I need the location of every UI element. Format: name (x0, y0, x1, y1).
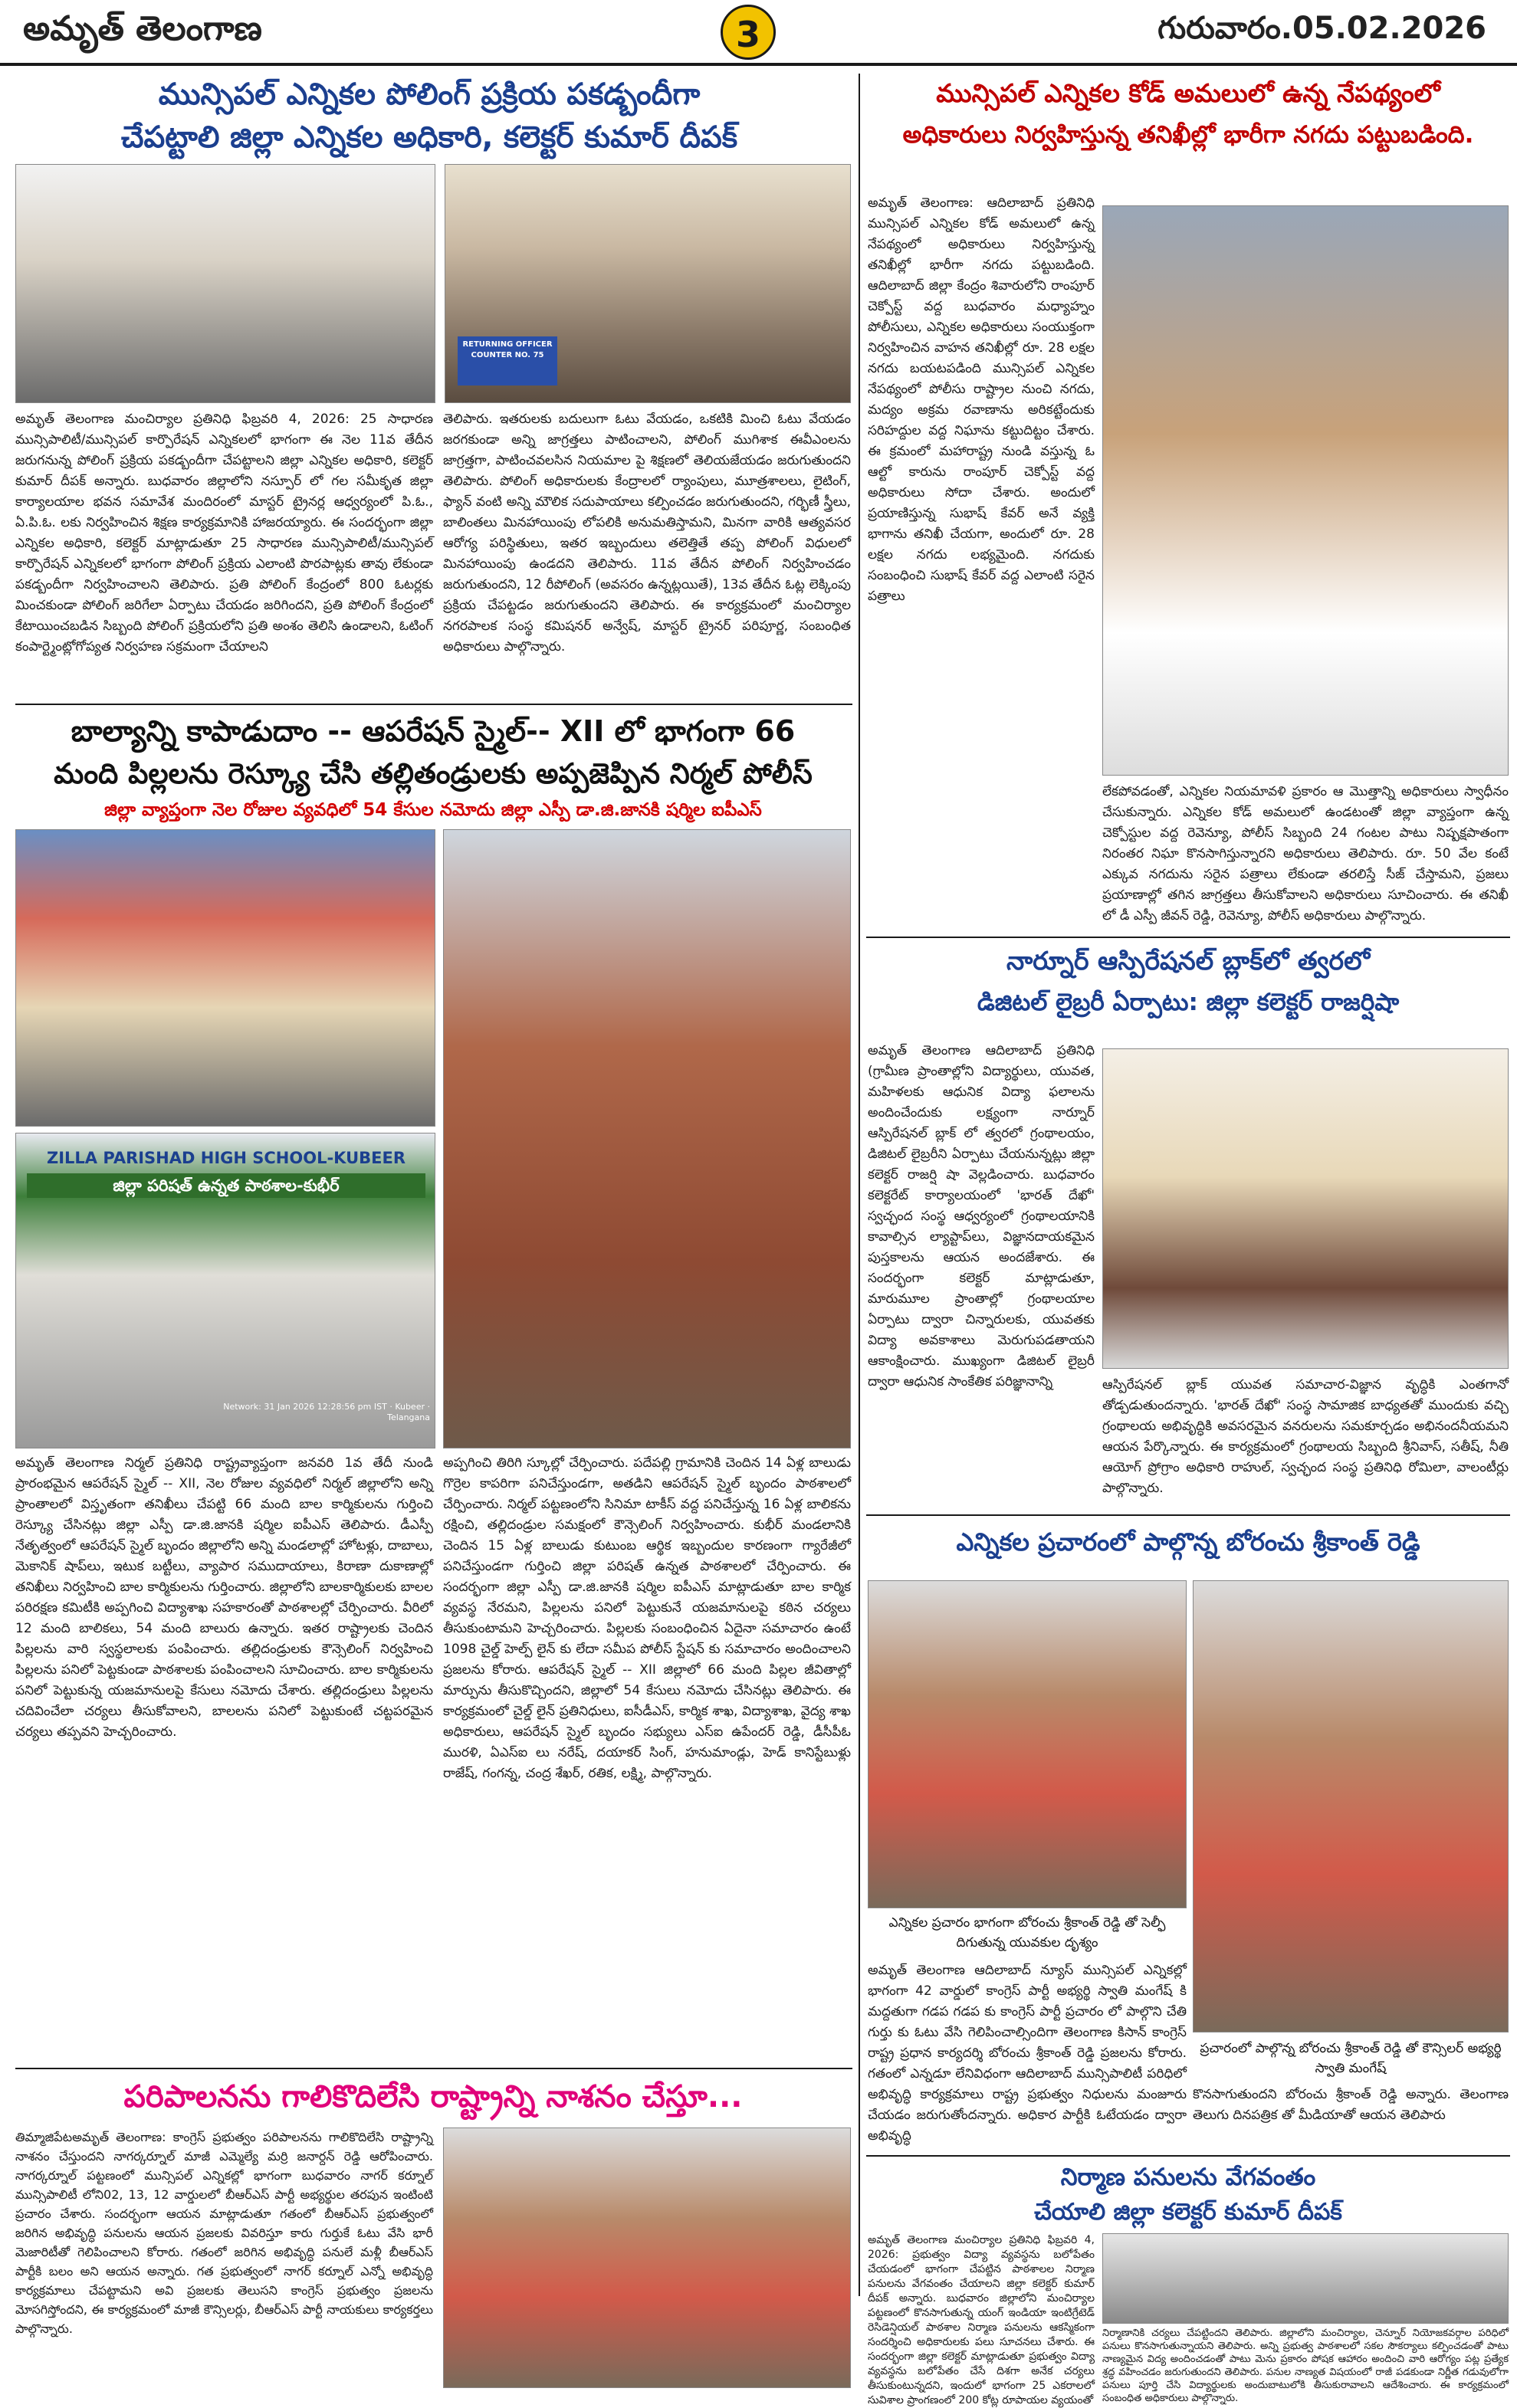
article7-photo-campaign (443, 2128, 851, 2388)
article4-headline-line2: డిజిటల్ లైబ్రరీ ఏర్పాటు: జిల్లా కలెక్టర్ రాజర్షిషా (977, 989, 1400, 1016)
article3-headline-line1: బాల్యాన్ని కాపాడుదాం -- ఆపరేషన్ స్మైల్-- XII లో భాగంగా 66 (71, 714, 796, 748)
issue-date: గురువారం.05.02.2026 (1157, 11, 1486, 46)
article1-headline-line1: మున్సిపల్ ఎన్నికల పోలింగ్ ప్రక్రియ పకడ్బందీగా (158, 77, 701, 112)
article5-headline: ఎన్నికల ప్రచారంలో పాల్గొన్న బోరంచు శ్రీకాంత్ రెడ్డి (956, 1527, 1420, 1557)
school-banner-english: ZILLA PARISHAD HIGH SCHOOL-KUBEER (46, 1149, 406, 1167)
article5-caption-right: ప్రచారంలో పాల్గొన్న బోరంచు శ్రీకాంత్ రెడ్డి తో కౌన్సిలర్ అభ్యర్థి స్వాతి మంగేష్ (1200, 2041, 1502, 2076)
article6-headline-line1: నిర్మాణ పనులను వేగవంతం (1060, 2164, 1316, 2191)
column-divider (859, 74, 860, 2296)
article4-text-left: అమృత్ తెలంగాణ ఆదిలాబాద్ ప్రతినిధి (గ్రామీణ ప్రాంతాల్లోని విద్యార్థులు, యువత, మహిళలకు ఆధునిక విద్యా ఫలాలను అందించేందుకు లక్ష్యంగా నార్నూర్ ఆస్పిరేషనల్ బ్లాక్ లో త్వరలో గ్రంథాలయం, డిజిటల్ లైబ్రరీని ఏర్పాటు చేయనున్నట్లు జిల్లా కలెక్టర్ రాజర్షి షా వెల్లడించారు. బుధవారం కలెక్టరేట్ కార్యాలయంలో 'భారత్ దేఖో' స్వచ్ఛంద సంస్థ ఆధ్వర్యంలో గ్రంథాలయానికి కావాల్సిన ల్యాప్టాప్‌లు, విజ్ఞానదాయకమైన పుస్తకాలను ఆయన అందజేశారు. ఈ సందర్భంగా కలెక్టర్ మాట్లాడుతూ, మారుమూల ప్రాంతాల్లో గ్రంథాలయాల ఏర్పాటు ద్వారా చిన్నారులకు, యువతకు విద్యా అవకాశాలు మెరుగుపడతాయని ఆకాంక్షించారు. ముఖ్యంగా డిజిటల్ లైబ్రరీ ద్వారా ఆధునిక సాంకేతిక పరిజ్ఞానాన్ని (868, 1043, 1095, 1389)
article3-subheadline: జిల్లా వ్యాప్తంగా నెల రోజుల వ్యవధిలో 54 కేసుల నమోదు జిల్లా ఎస్పీ డా.జి.జానకి షర్మిల ఐపీఎస్ (104, 800, 762, 820)
newspaper-title: అమృత్ తెలంగాణ (23, 9, 262, 48)
article1-text-col1: అమృత్ తెలంగాణ మంచిర్యాల ప్రతినిధి ఫిబ్రవరి 4, 2026: 25 సాధారణ మున్సిపాలిటీ/మున్సిపల్ కార్పొరేషన్ ఎన్నికలలో భాగంగా ఈ నెల 11వ తేదీన జరుగనున్న పోలింగ్ ప్రక్రియ పకడ్బందీగా చేపట్టాలని జిల్లా ఎన్నికల అధికారి, కలెక్టర్ కుమార్ దీపక్ అన్నారు. బుధవారం జిల్లాలోని నస్పూర్ లో గల సమీకృత జిల్లా కార్యాలయాల భవన సమావేశ మందిరంలో మాస్టర్ ట్రైనర్ల ఆధ్వర్యంలో పి.ఓ., ఏ.పి.ఓ. లకు నిర్వహించిన శిక్షణ కార్యక్రమానికి హాజరయ్యారు. ఈ సందర్భంగా జిల్లా ఎన్నికల అధికారి, కలెక్టర్ మాట్లాడుతూ 25 సాధారణ మున్సిపాలిటీ/మున్సిపల్ కార్పొరేషన్ ఎన్నికలలో భాగంగా పోలింగ్ ప్రక్రియ ఎలాంటి పొరపాట్లకు తావు లేకుండా పకడ్బందీగా నిర్వహించాలని తెలిపారు. ప్రతి పోలింగ్ కేంద్రంలో 800 ఓటర్లకు మించకుండా పోలింగ్ జరిగేలా ఏర్పాటు చేయడం జరిగిందని, ప్రతి పోలింగ్ కేంద్రంలో కేటాయించబడిన సిబ్బంది పోలింగ్ ప్రక్రియలోని ప్రతి అంశం తెలిసి ఉండాలని, ఓటింగ్ కంపార్ట్మెంట్లోగోప్యత నిర్వహణ సక్రమంగా చేయాలని (15, 412, 433, 654)
article6-headline-line2: చేయాలి జిల్లా కలెక్టర్ కుమార్ దీపక్ (1034, 2199, 1342, 2226)
article6-photo-site-inspection (1102, 2233, 1509, 2324)
article2-text-left: అమృత్ తెలంగాణ: ఆదిలాబాద్ ప్రతినిధి మున్సిపల్ ఎన్నికల కోడ్ అమలులో ఉన్న నేపథ్యంలో అధికారులు నిర్వహిస్తున్న తనిఖీల్లో భారీగా నగదు పట్టుబడింది. ఆదిలాబాద్ జిల్లా కేంద్రం శివారులోని రాంపూర్ చెక్పోస్ట్ వద్ద బుధవారం మధ్యాహ్నం పోలీసులు, ఎన్నికల అధికారులు సంయుక్తంగా నిర్వహించిన వాహన తనిఖీల్లో రూ. 28 లక్షల నగదు బయటపడింది మున్సిపల్ ఎన్నికల నేపథ్యంలో పోలీసు రాష్ట్రాల నుంచి నగదు, మద్యం అక్రమ రవాణాను అరికట్టేందుకు సరిహద్దుల వద్ద నిఘాను కట్టుదిట్టం చేశారు. ఈ క్రమంలో మహారాష్ట్ర నుండి వస్తున్న ఓ ఆల్టో కారును రాంపూర్ చెక్పోస్ట్ వద్ద అధికారులు సోదా చేశారు. అందులో ప్రయాణిస్తున్న సుభాష్ కేవర్ అనే వ్యక్తి భాగాను తనిఖీ చేయగా, అందులో రూ. 28 లక్షల నగదు లభ్యమైంది. నగదుకు సంబంధించి సుభాష్ కేవర్ వద్ద ఎలాంటి సరైన పత్రాలు (868, 195, 1095, 604)
article2-headline-line2: అధికారులు నిర్వహిస్తున్న తనిఖీల్లో భారీగా నగదు పట్టుబడింది. (902, 121, 1474, 149)
article1-photo-collector (15, 164, 435, 403)
article2-headline-line1: మున్సిపల్ ఎన్నికల కోడ్ అమలులో ఉన్న నేపథ్యంలో (936, 78, 1440, 108)
section-divider-2 (866, 937, 1510, 938)
article5-photo-campaign (1193, 1580, 1509, 2032)
article3-text-col1: అమృత్ తెలంగాణ నిర్మల్ ప్రతినిధి రాష్ట్రవ్యాప్తంగా జనవరి 1వ తేదీ నుండి ప్రారంభమైన ఆపరేషన్ స్మైల్ -- XII, నెల రోజుల వ్యవధిలో నిర్మల్ జిల్లాలోని అన్ని ప్రాంతాలలో విస్తృతంగా తనిఖీలు చేపట్టి 66 మంది బాల కార్మికులను గుర్తించి రెస్క్యూ చేసినట్లు జిల్లా ఎస్పీ డా.జి.జానకి షర్మిల ఐపీఎస్ తెలిపారు. డీఎస్పీ నేతృత్వంలో ఆపరేషన్ స్మైల్ బృందం జిల్లాలోని అన్ని మండలాల్లో హోటళ్లు, దాబాలు, మెకానిక్ షాప్‌లు, ఇటుక బట్టీలు, వ్యాపార సముదాయాలు, కిరాణా దుకాణాల్లో తనిఖీలు నిర్వహించి బాల కార్మికులను గుర్తించారు. జిల్లాలోని బాలకార్మికులకు బాలల పరిరక్షణ కమిటీకి అప్పగించి విద్యాశాఖ సహకారంతో పాఠశాలల్లో చేర్పించారు. వీరిలో 12 మంది బాలికలు, 54 మంది బాలురు ఉన్నారు. ఇతర రాష్ట్రాలకు చెందిన పిల్లలను వారి స్వస్థలాలకు పంపించారు. తల్లిదండ్రులకు కౌన్సెలింగ్ నిర్వహించి పిల్లలను పనిలో పెట్టకుండా పాఠశాలకు పంపించాలని సూచించారు. బాల కార్మికులను పనిలో పెట్టుకున్న యజమానులపై కేసులు నమోదు చేశారు. తల్లిదండ్రులు పిల్లలను చదివించేలా చర్యలు తీసుకోవాలని, బాలలను పనిలో పెట్టుకుంటే చట్టపరమైన చర్యలు తప్పవని హెచ్చరించారు. (15, 1455, 433, 1740)
photo-gps-stamp: Network: 31 Jan 2026 12:28:56 pm IST · Kubeer · Telangana (223, 1402, 430, 1422)
article6-text-bottom: నిర్మాణానికి చర్యలు చేపట్టిందని తెలిపారు. జిల్లాలోని మంచిర్యాల, చెన్నూర్ నియోజకవర్గాల పరిధిలో పనులు కొనసాగుతున్నాయని తెలిపారు. అన్ని ప్రభుత్వ పాఠశాలలో సకల సౌకర్యాలు కల్పించడంతో పాటు నాణ్యమైన విద్య అందించడంతో పాటు మెను ప్రకారం పోషక ఆహారం అందించి వారి ఆరోగ్యం పట్ల ప్రత్యేక శ్రద్ధ వహించడం జరుగుతుందని తెలిపారు. పనుల నాణ్యత విషయంలో రాజీ పడకుండా నిర్ణీత గడువులోగా పనులు పూర్తి చేసి విద్యార్థులకు అందుబాటులోకి తీసుకురావాలని ఆదేశించారు. ఈ కార్యక్రమంలో సంబంధిత అధికారులు పాల్గొన్నారు. (1102, 2328, 1509, 2404)
article6-text-left: అమృత్ తెలంగాణ మంచిర్యాల ప్రతినిధి ఫిబ్రవరి 4, 2026: ప్రభుత్వం విద్యా వ్యవస్థను బలోపేతం చేయడంలో భాగంగా చేపట్టిన పాఠశాలల నిర్మాణ పనులను వేగవంతం చేయాలని జిల్లా కలెక్టర్ కుమార్ దీపక్ అన్నారు. బుధవారం జిల్లాలోని మంచిర్యాల పట్టణంలో కొనసాగుతున్న యంగ్ ఇండియా ఇంటిగ్రేటెడ్ రెసిడెన్షియల్ పాఠశాల నిర్మాణ పనులను ఆకస్మికంగా సందర్శించి అధికారులకు పలు సూచనలు చేశారు. ఈ సందర్భంగా జిల్లా కలెక్టర్ మాట్లాడుతూ ప్రభుత్వం విద్యా వ్యవస్థను బలోపేతం చేసే దిశగా అనేక చర్యలు తీసుకుంటున్నదని, ఇందులో భాగంగా 25 ఎకరాలలో సువిశాల ప్రాంగణంలో 200 కోట్ల రూపాయల వ్యయంతో (868, 2234, 1095, 2406)
article4-text-bottom: ఆస్పిరేషనల్ బ్లాక్ యువత సమాచార-విజ్ఞాన వృద్ధికి ఎంతగానో తోడ్పడుతుందన్నారు. 'భారత్ దేఖో' సంస్థ సామాజిక బాధ్యతతో ముందుకు వచ్చి గ్రంథాలయ అభివృద్ధికి అవసరమైన వనరులను సమకూర్చడం అభినందనీయమని ఆయన పేర్కొన్నారు. ఈ కార్యక్రమంలో గ్రంథాలయ సిబ్బంది శ్రీనివాస్, సతీష్, నీతి ఆయోగ్ ప్రోగ్రాం అధికారి రాహుల్, స్వచ్ఛంద సంస్థ ప్రతినిధి రోమిలా, వాలంటీర్లు పాల్గొన్నారు. (1102, 1377, 1509, 1496)
article5-caption-left: ఎన్నికల ప్రచారం భాగంగా బోరంచు శ్రీకాంత్ రెడ్డి తో సెల్ఫీ దిగుతున్న యువకుల దృశ్యం (888, 1915, 1166, 1950)
article3-headline-line2: మంది పిల్లలను రెస్క్యూ చేసి తల్లితండ్రులకు అప్పజెప్పిన నిర్మల్ పోలీస్ (54, 757, 813, 790)
section-divider-3 (866, 1514, 1510, 1516)
article7-headline: పరిపాలనను గాలికొదిలేసి రాష్ట్రాన్ని నాశనం చేస్తూ... (123, 2079, 743, 2114)
section-divider-5 (15, 2068, 852, 2069)
article3-photo-school (15, 1133, 435, 1448)
article5-text: అమృత్ తెలంగాణ ఆదిలాబాద్ న్యూస్ మున్సిపల్ ఎన్నికల్లో భాగంగా 42 వార్డులో కాంగ్రెస్ పార్టీ అభ్యర్థి స్వాతి మంగేష్ కి మద్దతుగా గడప గడప కు కాంగ్రెస్ పార్టీ ప్రచారం లో పాల్గొని చేతి గుర్తు కు ఓటు వేసి గెలిపించాల్సిందిగా తెలంగాణ కిసాన్ కాంగ్రెస్ రాష్ట్ర ప్రధాన కార్యదర్శి బోరంచు శ్రీకాంత్ రెడ్డి ప్రజలను కోరారు. గతంలో ఎన్నడూ లేనివిధంగా ఆదిలాబాద్ మున్సిపాలిటీ పరిధిలో అభివృద్ధి కార్యక్రమాలు రాష్ట్ర ప్రభుత్వం నిధులను మంజూరు చేయడం జరుగుతోందన్నారు. అధికార పార్టీకి ఓటేయడం ద్వారా అభివృద్ధి (868, 1963, 1187, 2144)
article5-text-right: కొనసాగుతుందని బోరంచు శ్రీకాంత్ రెడ్డి అన్నారు. తెలంగాణ తెలుగు దినపత్రిక తో మీడియాతో ఆయన తెలిపారు (1193, 2087, 1509, 2123)
article3-photo-shop (15, 829, 435, 1127)
article1-headline-line2: చేపట్టాలి జిల్లా ఎన్నికల అధికారి, కలెక్టర్ కుమార్ దీపక్ (120, 120, 738, 155)
article2-text-bottom: లేకపోవడంతో, ఎన్నికల నియమావళి ప్రకారం ఆ మొత్తాన్ని అధికారులు స్వాధీనం చేసుకున్నారు. ఎన్నికల కోడ్ అమలులో ఉండటంతో జిల్లా వ్యాప్తంగా ఉన్న చెక్పోస్టుల వద్ద రెవెన్యూ, పోలీస్ సిబ్బంది 24 గంటల పాటు నిష్పక్షపాతంగా నిరంతర నిఘా కొనసాగిస్తున్నారని అధికారులు తెలిపారు. రూ. 50 వేల కంటే ఎక్కువ నగదును సరైన పత్రాలు లేకుండా తరలిస్తే సీజ్ చేస్తామని, ప్రజలు ప్రయాణాల్లో తగిన జాగ్రత్తలు తీసుకోవాలని అధికారులు సూచించారు. ఈ తనిఖీ లో డీ ఎస్పీ జీవన్ రెడ్డి, రెవెన్యూ, పోలీస్ అధికారులు పాల్గొన్నారు. (1102, 784, 1509, 924)
section-divider-4 (866, 2155, 1510, 2157)
section-divider-1 (15, 704, 852, 705)
returning-officer-banner: RETURNING OFFICER COUNTER NO. 75 (458, 336, 557, 385)
page-number-badge: 3 (721, 5, 776, 60)
article4-headline-line1: నార్నూర్ ఆస్పిరేషనల్ బ్లాక్‌లో త్వరలో (1006, 946, 1371, 976)
article7-text: తిమ్మాజిపేటఅమృత్ తెలంగాణ: కాంగ్రెస్ ప్రభుత్వం పరిపాలనను గాలికొదిలేసి రాష్ట్రాన్ని నాశనం చేస్తుందని నాగర్కర్నూల్ మాజీ ఎమ్మెల్యే మర్రి జనార్దన్ రెడ్డి ఆరోపించారు. నాగర్కర్నూల్ పట్టణంలో మున్సిపల్ ఎన్నికల్లో భాగంగా బుధవారం నాగర్ కర్నూల్ మున్సిపాలిటీ లోని02, 13, 12 వార్డులలో బీఆర్ఎస్ పార్టీ అభ్యర్థుల తరపున ఇంటింటి ప్రచారం చేశారు. సందర్భంగా ఆయన మాట్లాడుతూ గతంలో బీఆర్ఎస్ ప్రభుత్వంలో జరిగిన అభివృద్ధి పనులను ఆయన ప్రజలకు వివరిస్తూ కారు గుర్తుకే ఓటు వేసి భారీ మెజారిటీతో గెలిపించాలని కోరారు. గతంలో జరిగిన అభివృద్ధి పనులే మళ్లీ బీఆర్ఎస్ పార్టీకి బలం అని ఆయన అన్నారు. గత ప్రభుత్వంలో నాగర్ కర్నూల్ ఎన్నో అభివృద్ధి కార్యక్రమాలు చేపట్టామని అవి ప్రజలకు తెలుసని కాంగ్రెస్ ప్రభుత్వం ప్రజలను మోసగిస్తోందని, ఈ కార్యక్రమంలో మాజీ కౌన్సిలర్లు, బీఆర్ఎస్ పార్టీ నాయకులు కార్యకర్తలు పాల్గొన్నారు. (15, 2130, 433, 2336)
school-banner-telugu: జిల్లా పరిషత్ ఉన్నత పాఠశాల-కుభీర్ (27, 1173, 425, 1198)
article2-photo-checkpost (1102, 205, 1509, 776)
article3-photo-brick-kiln (443, 829, 851, 1448)
article1-photo-training-hall (445, 164, 851, 403)
article4-photo-collector-meeting (1102, 1048, 1509, 1369)
article1-text-col2: తెలిపారు. ఇతరులకు బదులుగా ఓటు వేయడం, ఒకటికి మించి ఓటు వేయడం జరగకుండా అన్ని జాగ్రత్తలు పాటించాలని, పోలింగ్ ముగిశాక ఈవీఎంలను జాగ్రత్తగా, పాటించవలసిన నియమాల పై శిక్షణలో తెలియజేయడం జరుగుతుందని తెలిపారు. పోలింగ్ అధికారులకు కేంద్రాలలో ర్యాంపులు, మూత్రశాలలు, లైటింగ్, ఫ్యాన్ వంటి అన్ని మౌలిక సదుపాయాలు కల్పించడం జరుగుతుందని, గర్భిణీ స్త్రీలు, బాలింతలు మినహాయింపు లోపలికి అనుమతిస్తామని, మినగా వారికి ఆత్యవసర ఆరోగ్య పరిస్థితులు, ఇతర ఇబ్బందులు తలెత్తితే తప్ప పోలింగ్ విధులలో మినహాయింపు ఉండదని తెలిపారు. 11వ తేదీన పోలింగ్ నిర్వహించడం జరుగుతుందని, 12 రీపోలింగ్ (అవసరం ఉన్నట్లయితే), 13వ తేదీన ఓట్ల లెక్కింపు ప్రక్రియ చేపట్టడం జరుగుతుందని తెలిపారు. ఈ కార్యక్రమంలో మంచిర్యాల నగరపాలక సంస్థ కమిషనర్ అన్వేష్, మాస్టర్ ట్రైనర్ పరిపూర్ణ, సంబంధిత అధికారులు పాల్గొన్నారు. (443, 412, 851, 654)
article3-text-col2: అప్పగించి తిరిగి స్కూల్లో చేర్పించారు. పదేపల్లి గ్రామానికి చెందిన 14 ఏళ్ల బాలుడు గొర్రెల కాపరిగా పనిచేస్తుండగా, అతడిని ఆపరేషన్ స్మైల్ బృందం పాఠశాలలో చేర్పించారు. నిర్మల్ పట్టణంలోని సినిమా టాకీస్ వద్ద పనిచేస్తున్న 16 ఏళ్ల బాలికను రక్షించి, తల్లిదండ్రుల సమక్షంలో కౌన్సెలింగ్ నిర్వహించారు. కుభీర్ మండలానికి చెందిన 15 ఏళ్ల బాలుడు కుటుంబ ఆర్థిక ఇబ్బందుల కారణంగా గ్యారేజీలో పనిచేస్తుండగా గుర్తించి జిల్లా పరిషత్ ఉన్నత పాఠశాలలో చేర్పించారు. ఈ సందర్భంగా జిల్లా ఎస్పీ డా.జి.జానకి షర్మిల ఐపీఎస్ మాట్లాడుతూ బాల కార్మిక వ్యవస్థ నేరమని, పిల్లలను పనిలో పెట్టుకునే యజమానులపై కఠిన చర్యలు తీసుకుంటామని హెచ్చరించారు. పిల్లలకు సంబంధించిన ఏదైనా సమాచారం ఉంటే 1098 చైల్డ్ హెల్ప్ లైన్ కు లేదా సమీప పోలీస్ స్టేషన్ కు సమాచారం అందించాలని ప్రజలను కోరారు. ఆపరేషన్ స్మైల్ -- XII జిల్లాలో 66 మంది పిల్లల జీవితాల్లో మార్పును తీసుకొచ్చిందని, జిల్లాలో 54 కేసులు నమోదు చేసినట్లు తెలిపారు. ఈ కార్యక్రమంలో చైల్డ్ లైన్ ప్రతినిధులు, ఐసీడీఎస్, కార్మిక శాఖ, విద్యాశాఖ, వైద్య శాఖ అధికారులు, ఆపరేషన్ స్మైల్ బృందం సభ్యులు ఎస్ఐ ఉపేందర్ రెడ్డి, డీసీపీఓ మురళి, ఏఎస్ఐ లు నరేష్, దయాకర్ సింగ్, హనుమాండ్లు, హెడ్ కానిస్టేబుళ్లు రాజేష్, గంగన్న, చంద్ర శేఖర్, రతిక, లక్ష్మి, పాల్గొన్నారు. (443, 1455, 851, 1781)
article5-photo-selfie (868, 1580, 1187, 1908)
